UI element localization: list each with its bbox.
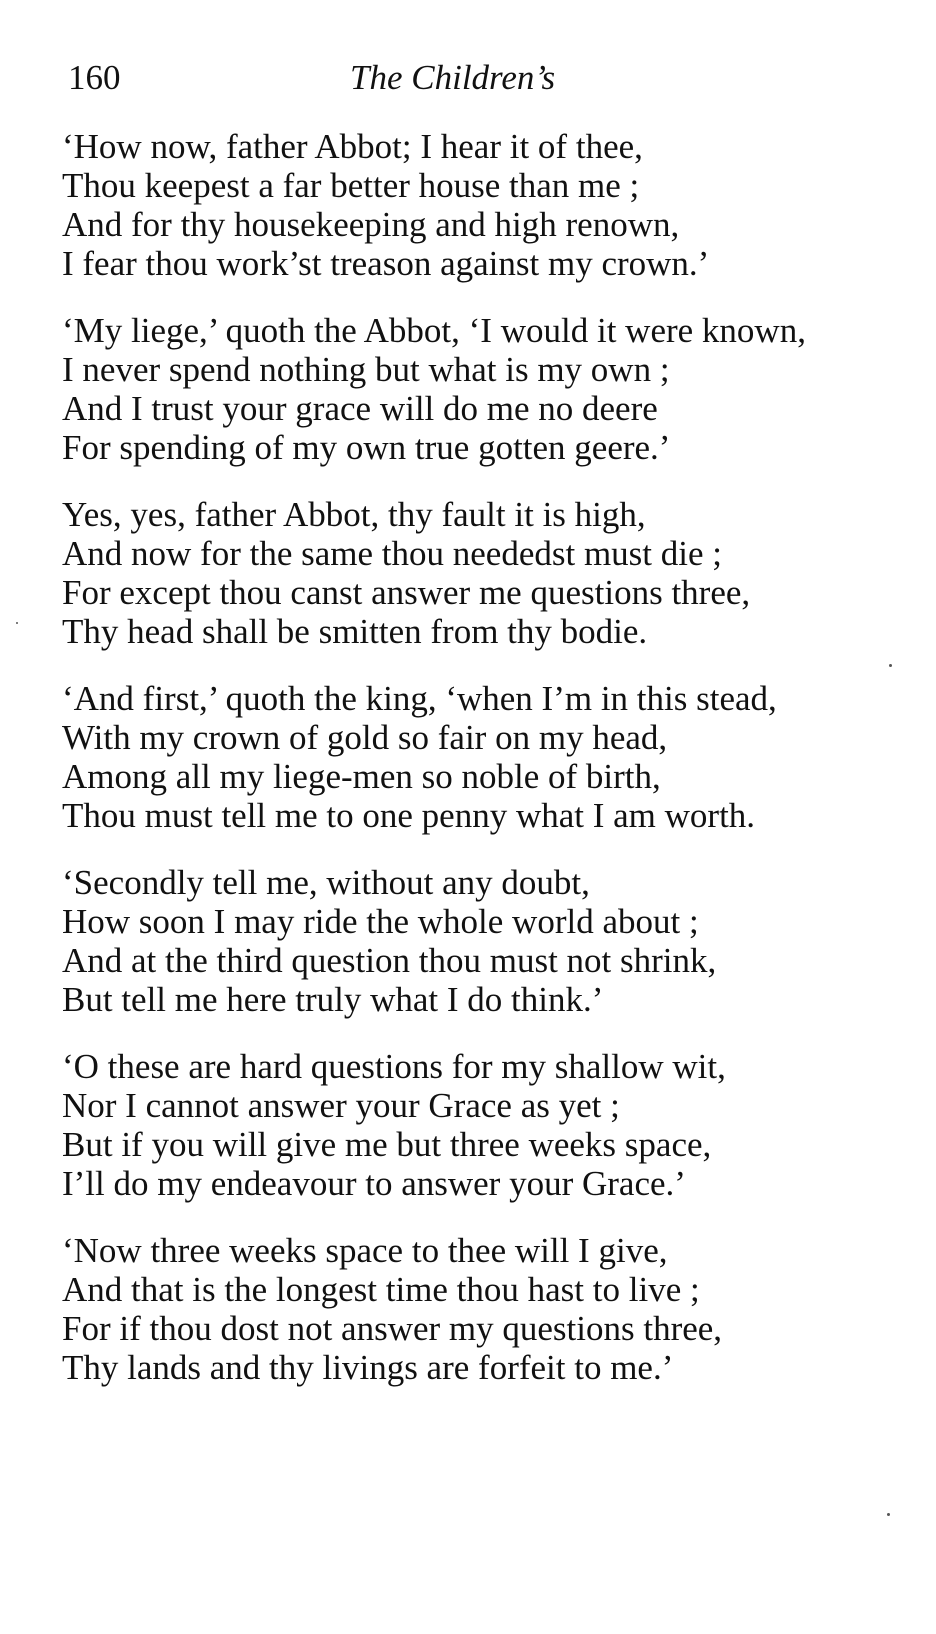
stanza (62, 679, 892, 835)
page-number: 160 (68, 58, 121, 97)
page-header (68, 58, 868, 108)
verse-line: With my crown of gold so fair on my head, (62, 718, 668, 757)
verse-line: But if you will give me but three weeks space, (62, 1125, 712, 1164)
verse-line: But tell me here truly what I do think.’ (62, 980, 604, 1019)
verse-line: For spending of my own true gotten geere.’ (62, 428, 671, 467)
stanza (62, 863, 892, 1019)
verse-line: ‘And first,’ quoth the king, ‘when I’m in this stead, (62, 679, 777, 718)
paper-speck (16, 622, 18, 624)
verse-line: Thou must tell me to one penny what I am worth. (62, 796, 756, 835)
verse-line: Thy lands and thy livings are forfeit to me.’ (62, 1348, 674, 1387)
paper-speck (889, 664, 892, 667)
running-title: The Children’s (350, 58, 556, 97)
verse-line: And for thy housekeeping and high renown, (62, 205, 680, 244)
verse-line: Nor I cannot answer your Grace as yet ; (62, 1086, 620, 1125)
stanza (62, 1047, 892, 1203)
verse-line: ‘My liege,’ quoth the Abbot, ‘I would it were known, (62, 311, 806, 350)
verse-line: And that is the longest time thou hast to live ; (62, 1270, 700, 1309)
verse-line: ‘O these are hard questions for my shallow wit, (62, 1047, 726, 1086)
poem-body (62, 127, 892, 1415)
verse-line: And now for the same thou neededst must die ; (62, 534, 723, 573)
verse-line: I fear thou work’st treason against my crown.’ (62, 244, 710, 283)
verse-line: For if thou dost not answer my questions three, (62, 1309, 723, 1348)
verse-line: ‘Now three weeks space to thee will I give, (62, 1231, 668, 1270)
verse-line: Among all my liege-men so noble of birth, (62, 757, 661, 796)
stanza (62, 311, 892, 467)
verse-line: ‘Secondly tell me, without any doubt, (62, 863, 590, 902)
verse-line: Thou keepest a far better house than me ; (62, 166, 640, 205)
stanza (62, 1231, 892, 1387)
verse-line: ‘How now, father Abbot; I hear it of thee, (62, 127, 643, 166)
paper-speck (887, 1513, 890, 1516)
verse-line: And at the third question thou must not shrink, (62, 941, 717, 980)
verse-line: For except thou canst answer me questions three, (62, 573, 751, 612)
verse-line: I’ll do my endeavour to answer your Grace.’ (62, 1164, 686, 1203)
verse-line: I never spend nothing but what is my own ; (62, 350, 670, 389)
verse-line: And I trust your grace will do me no deere (62, 389, 658, 428)
stanza (62, 127, 892, 283)
verse-line: How soon I may ride the whole world about ; (62, 902, 699, 941)
verse-line: Thy head shall be smitten from thy bodie. (62, 612, 648, 651)
verse-line: Yes, yes, father Abbot, thy fault it is high, (62, 495, 646, 534)
stanza (62, 495, 892, 651)
